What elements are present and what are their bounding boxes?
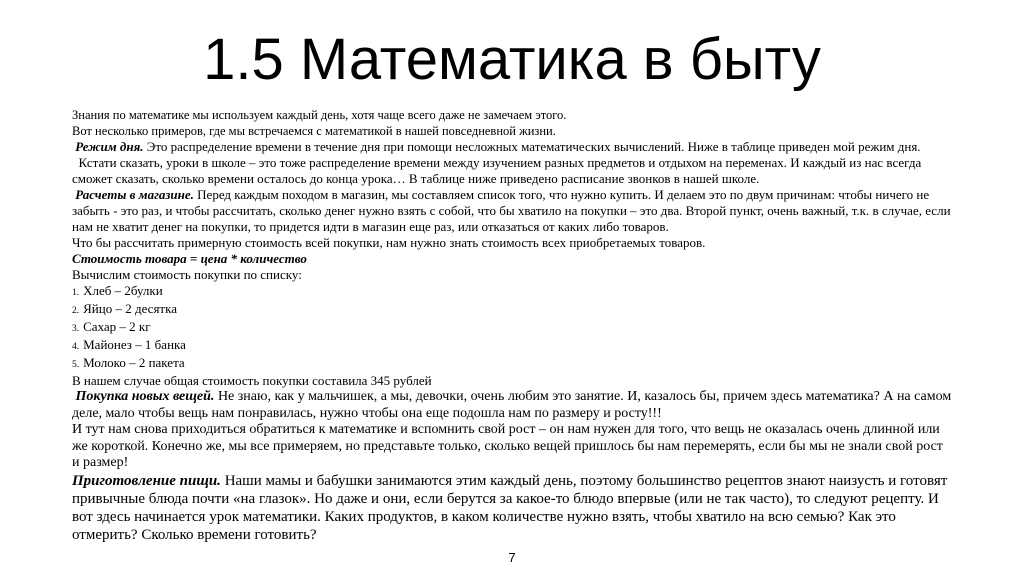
shopping-total-intro: Что бы рассчитать примерную стоимость всей покупки, нам нужно знать стоимость всех приобретаемых товаров. <box>72 235 706 250</box>
list-item-text: Яйцо – 2 десятка <box>83 301 177 316</box>
price-formula: Стоимость товара = цена * количество <box>72 251 307 266</box>
clothes-paragraph <box>72 389 952 422</box>
slide-body <box>72 108 952 544</box>
schedule-text: Это распределение времени в течение дня при помощи несложных математических вычислений. Ниже в таблице приведен мой режим дня. <box>143 139 921 154</box>
list-item <box>72 355 952 373</box>
shopping-paragraph <box>72 187 952 235</box>
list-item <box>72 301 952 319</box>
shopping-heading: Расчеты в магазине. <box>75 187 194 202</box>
clothes-heading: Покупка новых вещей. <box>75 389 215 404</box>
clothes-paragraph-2: И тут нам снова приходиться обратиться к математике и вспомнить свой рост – он нам нужен для того, что вещь не оказалась очень длинной или же короткой. Конечно же, мы все примеряем, но представьте только, сколько вещей пришлось бы нам перемерять, если бы мы не знали свой рост и размер! <box>72 422 943 470</box>
list-item <box>72 283 952 301</box>
list-item-text: Молоко – 2 пакета <box>83 355 185 370</box>
intro-line-1: Знания по математике мы используем каждый день, хотя чаще всего даже не замечаем этого. <box>72 108 567 122</box>
list-item-text: Хлеб – 2булки <box>83 283 163 298</box>
shopping-total: В нашем случае общая стоимость покупки составила 345 рублей <box>72 373 432 388</box>
list-number: 5. <box>72 360 80 370</box>
page-number: 7 <box>508 550 516 565</box>
school-text: Кстати сказать, уроки в школе – это тоже распределение времени между изучением разных предметов и отдыхом на переменах. И каждый из нас всегда сможет сказать, сколько времени осталось до конца урока… В таблице ниже приведено расписание звонков в нашей школе. <box>72 155 922 186</box>
list-item-text: Сахар – 2 кг <box>83 319 151 334</box>
clothes-text: Не знаю, как у мальчишек, а мы, девочки, очень любим это занятие. И, казалось бы, причем здесь математика? А на самом деле, мало чтобы вещь нам понравилась, нужно чтобы она еще подошла нам по размеру и росту!!! <box>72 389 952 421</box>
shopping-text: Перед каждым походом в магазин, мы составляем список того, что нужно купить. И делаем это по двум причинам: чтобы ничего не забыть - это раз, и чтобы рассчитать, сколько денег нужно взять с собой, что бы хватило на покупки – это два. Второй пункт, очень важный, т.к. в случае, если нам не хватит денег на покупки, то придется идти в магазин еще раз, или отказаться от каких либо товаров. <box>72 187 951 234</box>
list-item-text: Майонез – 1 банка <box>83 337 186 352</box>
cooking-heading: Приготовление пищи. <box>72 472 221 489</box>
cooking-paragraph <box>72 472 952 544</box>
intro-line-2: Вот несколько примеров, где мы встречаемся с математикой в нашей повседневной жизни. <box>72 123 556 138</box>
list-number: 3. <box>72 324 80 334</box>
shopping-list <box>72 283 952 373</box>
school-paragraph <box>72 155 952 187</box>
calc-intro: Вычислим стоимость покупки по списку: <box>72 267 302 282</box>
list-number: 4. <box>72 342 80 352</box>
schedule-heading: Режим дня. <box>75 139 144 154</box>
list-number: 1. <box>72 288 80 298</box>
list-item <box>72 337 952 355</box>
cooking-text: Наши мамы и бабушки занимаются этим каждый день, поэтому большинство рецептов знают наизусть и готовят привычные блюда почти «на глазок». Но даже и они, если берутся за какое-то блюдо впервые (или не так часто), то следуют рецепту. И вот здесь начинается урок математики. Каких продуктов, в каком количестве нужно взять, чтобы хватило на всю семью? Как это отмерить? Сколько времени готовить? <box>72 472 948 543</box>
list-item <box>72 319 952 337</box>
slide-title: 1.5 Математика в быту <box>203 27 821 92</box>
schedule-paragraph <box>72 139 952 155</box>
list-number: 2. <box>72 306 80 316</box>
